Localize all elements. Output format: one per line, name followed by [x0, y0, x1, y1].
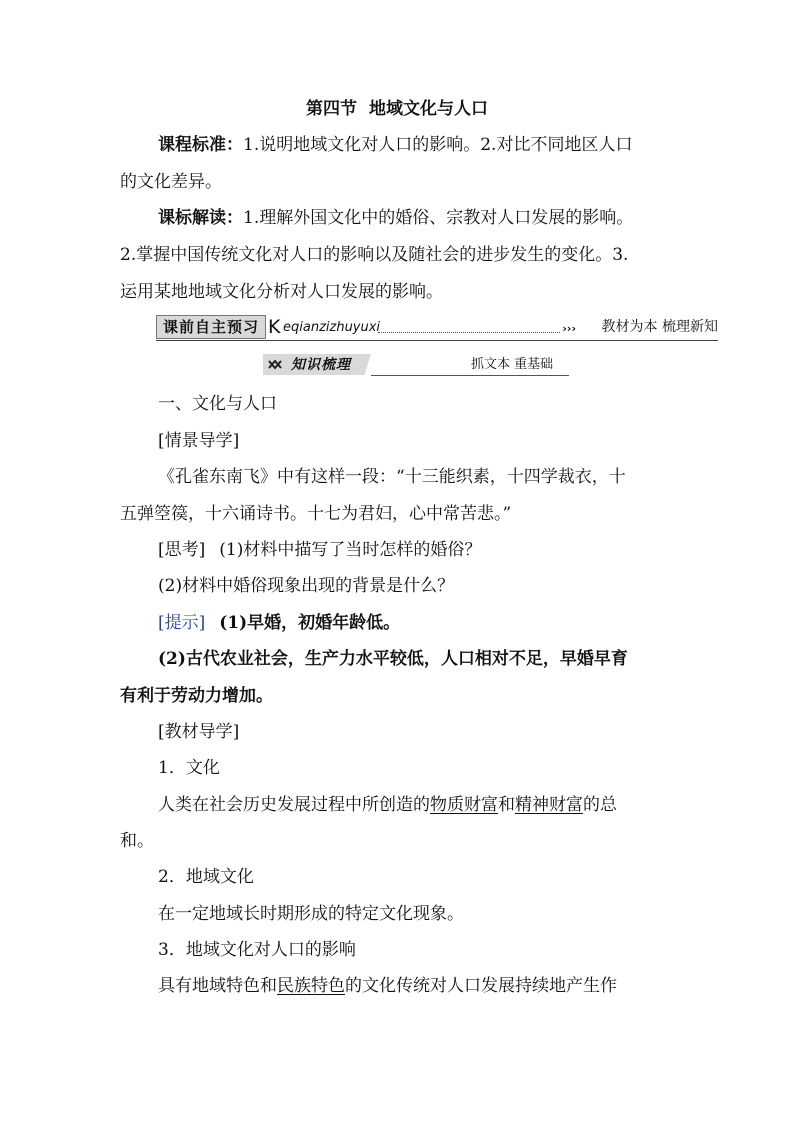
- banner-rule: [156, 340, 718, 341]
- think-label: [思考]: [158, 540, 206, 560]
- item-3-text: 具有地域特色和: [158, 976, 277, 996]
- preview-banner-slogan: 教材为本 梳理新知: [601, 319, 718, 335]
- interpretation-line-2: 2.掌握中国传统文化对人口的影响以及随社会的进步发生的变化。3.: [120, 245, 629, 265]
- textbook-label: [教材导学]: [158, 722, 240, 742]
- knowledge-banner: [263, 354, 569, 376]
- preview-banner-pinyin: eqianzizhuyuxi: [283, 320, 381, 335]
- interpretation-text: 1.理解外国文化中的婚俗、宗教对人口发展的影响。: [243, 208, 634, 228]
- dotted-leader: [378, 332, 560, 333]
- item-3-tail: 的文化传统对人口发展持续地产生作: [345, 976, 617, 996]
- answer-2-line-2: 有利于劳动力增加。: [120, 686, 273, 706]
- question-2: (2)材料中婚俗现象出现的背景是什么？: [158, 576, 455, 596]
- interpretation-label: 课标解读：: [158, 208, 243, 228]
- standard-line-1: [158, 134, 632, 156]
- knowledge-banner-label: 知识梳理: [291, 357, 351, 373]
- question-1: [158, 539, 481, 561]
- item-1-line-2: 和。: [120, 831, 154, 851]
- underlined-term: 物质财富: [430, 795, 498, 815]
- preview-banner-k: K: [268, 316, 281, 338]
- interpretation-line-1: [158, 207, 633, 229]
- page-title: [0, 98, 794, 120]
- item-1-line-1: [158, 794, 617, 816]
- item-1-connector: 和: [498, 795, 515, 815]
- scenario-label: [情景导学]: [158, 431, 240, 451]
- item-1-tail: 的总: [583, 795, 617, 815]
- answer-2-line-1: (2)古代农业社会，生产力水平较低，人口相对不足，早婚早育: [158, 649, 628, 669]
- quote-line-1: 《孔雀东南飞》中有这样一段：“十三能织素，十四学裁衣，十: [158, 467, 626, 487]
- answer-1: [158, 612, 400, 634]
- quote-line-2: 五弹箜篌，十六诵诗书。十七为君妇，心中常苦悲。”: [120, 504, 512, 524]
- standard-label: 课程标准：: [158, 135, 243, 155]
- hint-label: [提示]: [158, 613, 206, 633]
- item-3-title: 3．地域文化对人口的影响: [158, 940, 356, 960]
- chevron-right-icon: ›››: [562, 322, 576, 335]
- section-heading: 一、文化与人口: [158, 394, 277, 414]
- answer-1-text: (1)早婚，初婚年龄低。: [219, 613, 401, 633]
- knowledge-banner-slogan: 抓文本 重基础: [471, 357, 554, 372]
- standard-text: 1.说明地域文化对人口的影响。2.对比不同地区人口: [243, 135, 633, 155]
- item-1-text: 人类在社会历史发展过程中所创造的: [158, 795, 430, 815]
- standard-line-2: 的文化差异。: [120, 172, 222, 192]
- preview-banner: [156, 315, 718, 341]
- preview-banner-label: 课前自主预习: [156, 315, 266, 339]
- banner-rule: [371, 375, 569, 376]
- item-1-title: 1．文化: [158, 758, 220, 778]
- item-3-line-1: [158, 975, 617, 997]
- knot-icon: [267, 357, 283, 372]
- item-2-title: 2．地域文化: [158, 867, 254, 887]
- section-title: 地域文化与人口: [369, 99, 488, 119]
- section-number: 第四节: [306, 99, 357, 119]
- item-2-text: 在一定地域长时期形成的特定文化现象。: [158, 904, 464, 924]
- underlined-term: 精神财富: [515, 795, 583, 815]
- interpretation-line-3: 运用某地地域文化分析对人口发展的影响。: [120, 282, 443, 302]
- underlined-term: 民族特色: [277, 976, 345, 996]
- question-1-text: (1)材料中描写了当时怎样的婚俗？: [219, 540, 482, 560]
